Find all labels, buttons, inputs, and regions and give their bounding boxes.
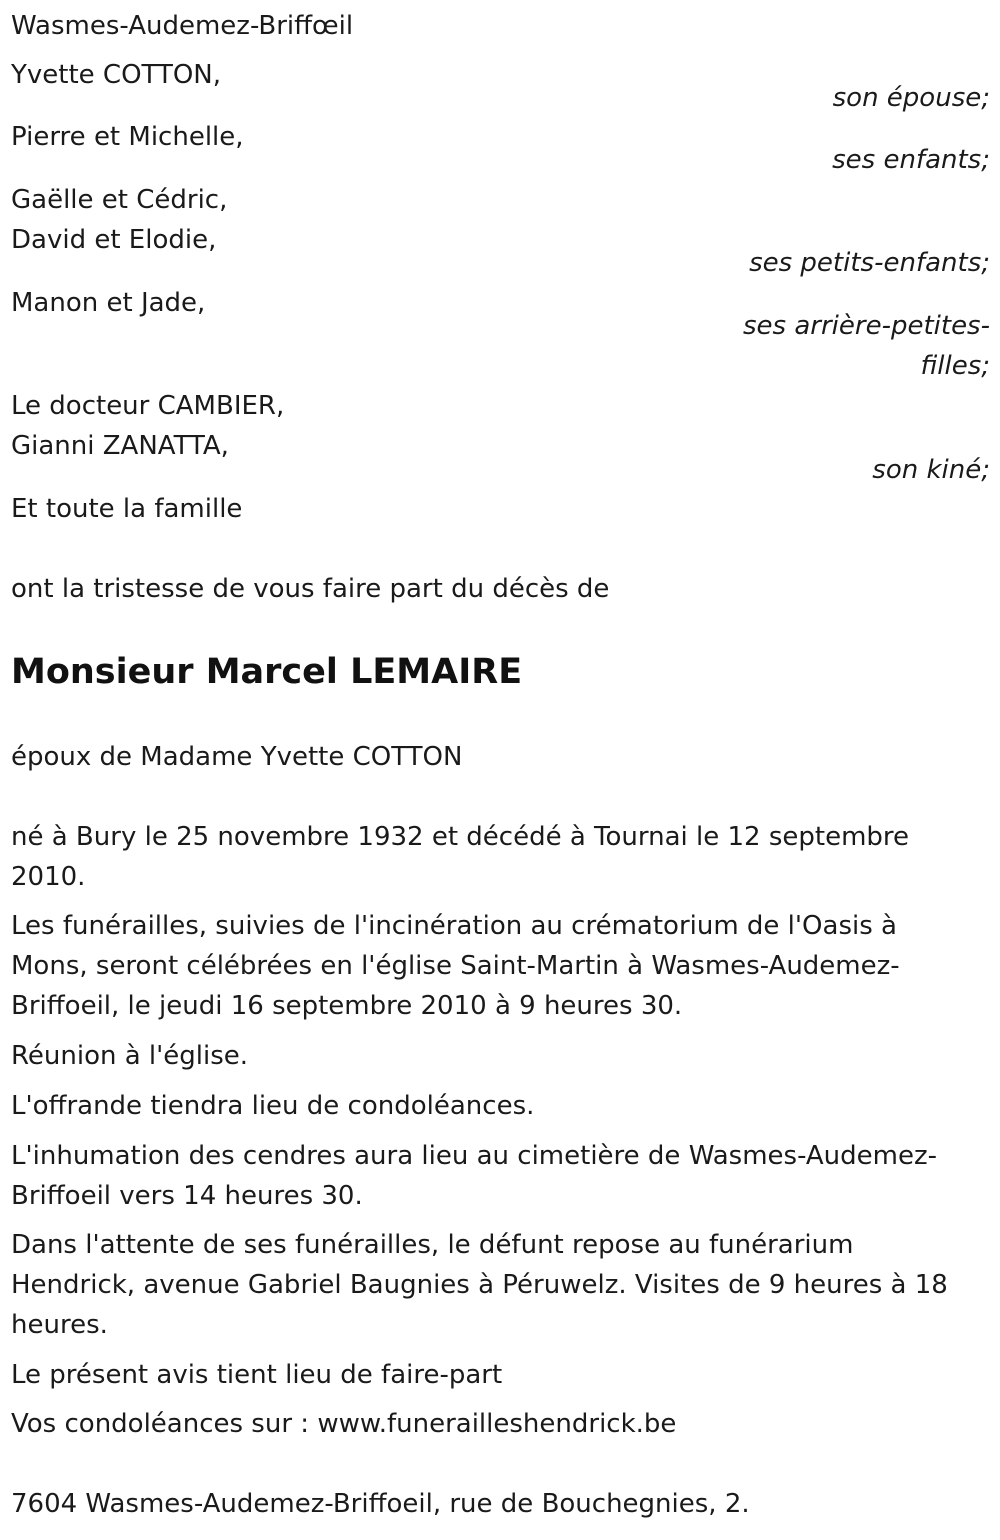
funerarium-line-1: Dans l'attente de ses funérailles, le défunt repose au funérarium [11, 1230, 854, 1260]
family-relation-great-grandchildren-1: ses arrière-petites- [743, 311, 990, 341]
announcement-text: ont la tristesse de vous faire part du décès de [11, 574, 610, 604]
offering-line: L'offrande tiendra lieu de condoléances. [11, 1091, 535, 1121]
burial-line-2: Briffoeil vers 14 heures 30. [11, 1181, 363, 1211]
funeral-line-3: Briffoeil, le jeudi 16 septembre 2010 à 9 heures 30. [11, 991, 683, 1021]
family-name-all: Et toute la famille [11, 494, 243, 524]
family-relation-spouse: son épouse; [832, 83, 990, 113]
birth-death-line-2: 2010. [11, 862, 86, 892]
family-name-grandchildren-1: Gaëlle et Cédric, [11, 185, 228, 215]
birth-death-line-1: né à Bury le 25 novembre 1932 et décédé à Tournai le 12 septembre [11, 822, 910, 852]
deceased-name: Monsieur Marcel LEMAIRE [11, 652, 523, 692]
burial-line-1: L'inhumation des cendres aura lieu au cimetière de Wasmes-Audemez- [11, 1141, 938, 1171]
family-name-spouse: Yvette COTTON, [11, 60, 222, 90]
family-name-grandchildren-2: David et Elodie, [11, 225, 217, 255]
funeral-line-1: Les funérailles, suivies de l'incinération au crématorium de l'Oasis à [11, 911, 897, 941]
family-relation-physio: son kiné; [872, 455, 990, 485]
meeting-line: Réunion à l'église. [11, 1041, 249, 1071]
family-relation-grandchildren: ses petits-enfants; [749, 248, 990, 278]
funerarium-line-3: heures. [11, 1310, 108, 1340]
condolences-line: Vos condoléances sur : www.funerailleshendrick.be [11, 1409, 677, 1439]
family-relation-great-grandchildren-2: filles; [920, 351, 990, 381]
funeral-line-2: Mons, seront célébrées en l'église Saint-Martin à Wasmes-Audemez- [11, 951, 900, 981]
deceased-spouse: époux de Madame Yvette COTTON [11, 742, 463, 772]
funerarium-line-2: Hendrick, avenue Gabriel Baugnies à Péruwelz. Visites de 9 heures à 18 [11, 1270, 948, 1300]
notice-line: Le présent avis tient lieu de faire-part [11, 1360, 503, 1390]
address-line: 7604 Wasmes-Audemez-Briffoeil, rue de Bouchegnies, 2. [11, 1489, 750, 1519]
family-name-children: Pierre et Michelle, [11, 122, 244, 152]
locality-header: Wasmes-Audemez-Briffœil [11, 11, 354, 41]
family-name-great-grandchildren: Manon et Jade, [11, 288, 206, 318]
family-name-doctor: Le docteur CAMBIER, [11, 391, 285, 421]
family-relation-children: ses enfants; [832, 145, 990, 175]
family-name-physio: Gianni ZANATTA, [11, 431, 229, 461]
